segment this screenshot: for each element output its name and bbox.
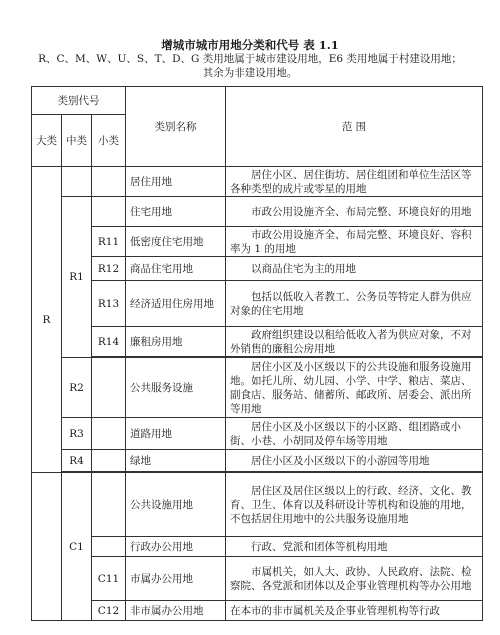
land-use-table [31, 86, 483, 621]
table-row [32, 418, 483, 450]
category-name: 低密度住宅用地 [126, 227, 226, 257]
medium-code-c1: C1 [62, 473, 92, 621]
subtitle-line-2: 其余为非建设用地。 [202, 67, 298, 79]
category-scope: 在本市的非市属机关及企事业管理机构等行政 [226, 601, 483, 621]
major-code-r: R [32, 167, 62, 473]
header-minor: 小类 [92, 115, 126, 167]
category-name: 公共设施用地 [126, 473, 226, 537]
category-name: 绿地 [126, 450, 226, 472]
category-name: 行政办公用地 [126, 537, 226, 557]
category-name: 住宅用地 [126, 197, 226, 227]
category-scope: 市政公用设施齐全、布局完整、环境良好、容积率为 1 的用地 [226, 227, 483, 257]
category-name: 经济适用住房用地 [126, 281, 226, 327]
table-row [32, 557, 483, 601]
table-row [32, 537, 483, 557]
category-scope: 行政、党派和团体等机构用地 [226, 537, 483, 557]
minor-code: C12 [92, 601, 126, 621]
header-category-code: 类别代号 [32, 87, 126, 115]
category-scope: 居住小区及小区级以下的公共设施和服务设施用地。如托儿所、幼儿园、小学、中学、粮店、菜店、副食店、服务站、储蓄所、邮政所、居委会、派出所等用地 [226, 358, 483, 418]
table-row [32, 167, 483, 197]
table-row [32, 601, 483, 621]
category-scope: 包括以低收入者教工、公务员等特定人群为供应对象的住宅用地 [226, 281, 483, 327]
minor-code: R11 [92, 227, 126, 257]
page-title: 增城市城市用地分类和代号 表 1.1 [161, 38, 339, 52]
category-scope: 以商品住宅为主的用地 [226, 257, 483, 281]
category-name: 居住用地 [126, 167, 226, 197]
medium-code-r3: R3 [62, 418, 92, 450]
table-row [32, 257, 483, 281]
table-row [32, 358, 483, 418]
category-name: 道路用地 [126, 418, 226, 450]
category-scope: 政府组织建设以租给低收入者为供应对象，不对外销售的廉租公房用地 [226, 327, 483, 357]
category-scope: 居住小区、居住街坊、居住组团和单位生活区等各种类型的成片或零星的用地 [226, 167, 483, 197]
minor-code: R12 [92, 257, 126, 281]
table-row [32, 450, 483, 472]
header-scope: 范 围 [226, 87, 483, 167]
table-row [32, 327, 483, 357]
minor-code: R14 [92, 327, 126, 357]
medium-code-r1: R1 [62, 197, 92, 358]
category-name: 市属办公用地 [126, 557, 226, 601]
header-medium: 中类 [62, 115, 92, 167]
medium-code-r4: R4 [62, 450, 92, 472]
table-row [32, 227, 483, 257]
category-name: 公共服务设施 [126, 358, 226, 418]
category-scope: 居住小区及小区级以下的小区路、组团路或小街、小巷、小胡同及停车场等用地 [226, 418, 483, 450]
minor-code: R13 [92, 281, 126, 327]
category-name: 非市属办公用地 [126, 601, 226, 621]
header-name: 类别名称 [126, 87, 226, 167]
category-name: 廉租房用地 [126, 327, 226, 357]
category-scope: 居住小区及小区级以下的小游园等用地 [226, 450, 483, 472]
table-row [32, 281, 483, 327]
medium-code-r2: R2 [62, 358, 92, 418]
category-scope: 市政公用设施齐全、布局完整、环境良好的用地 [226, 197, 483, 227]
header-major: 大类 [32, 115, 62, 167]
category-scope: 市属机关，如人大、政协、人民政府、法院、检察院、各党派和团体以及企事业管理机构等办公用地 [226, 557, 483, 601]
subtitle-line-1: R、C、M、W、U、S、T、D、G 类用地属于城市建设用地，E6 类用地属于村建设用地； [38, 53, 462, 65]
table-row [32, 473, 483, 537]
table-row [32, 197, 483, 227]
category-name: 商品住宅用地 [126, 257, 226, 281]
category-scope: 居住区及居住区级以上的行政、经济、文化、教育、卫生、体育以及科研设计等机构和设施的用地，不包括居住用地中的公共服务设施用地 [226, 473, 483, 537]
minor-code: C11 [92, 557, 126, 601]
